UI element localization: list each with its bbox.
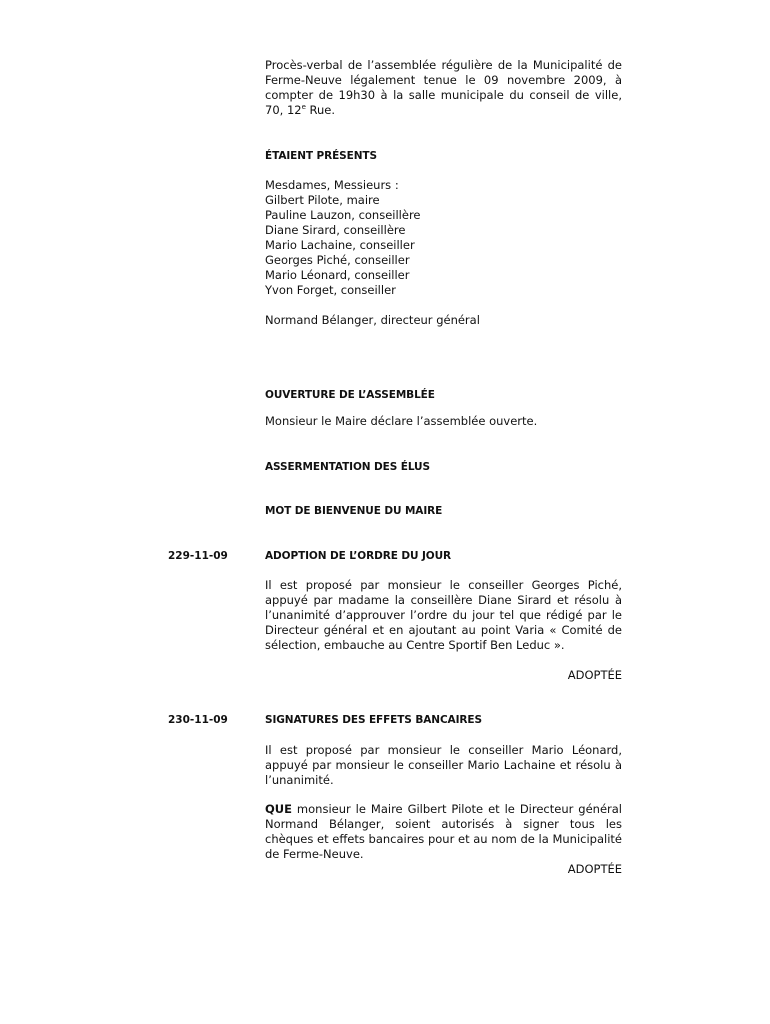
attendee: Georges Piché, conseiller	[265, 253, 410, 267]
intro-text: Procès-verbal de l’assemblée régulière de la Municipalité de Ferme-Neuve légalement tenue le 09 novembre 2009, à compter de 19h30 à la salle municipale du conseil de ville, 70, 12	[265, 58, 622, 117]
que-keyword: QUE	[265, 802, 292, 816]
adopted-label: ADOPTÉE	[567, 862, 622, 876]
attendee: Gilbert Pilote, maire	[265, 193, 380, 207]
attendee: Yvon Forget, conseiller	[265, 283, 396, 297]
salutation: Mesdames, Messieurs :	[265, 178, 399, 192]
welcome-heading: MOT DE BIENVENUE DU MAIRE	[265, 505, 443, 517]
attendee: Diane Sirard, conseillère	[265, 223, 406, 237]
ordinal-superscript: e	[301, 103, 306, 112]
attendee: Mario Lachaine, conseiller	[265, 238, 415, 252]
resolution-que-paragraph	[265, 802, 622, 862]
attendee: Pauline Lauzon, conseillère	[265, 208, 421, 222]
resolution-number: 230-11-09	[168, 714, 228, 726]
presents-heading: ÉTAIENT PRÉSENTS	[265, 150, 377, 162]
resolution-heading: ADOPTION DE L’ORDRE DU JOUR	[265, 550, 451, 562]
director-line: Normand Bélanger, directeur général	[265, 313, 480, 327]
que-text: monsieur le Maire Gilbert Pilote et le Directeur général Normand Bélanger, soient autorisés à signer tous les chèques et effets bancaires pour et au nom de la Municipalité de Ferme-Neuve.	[265, 802, 622, 861]
attendee: Mario Léonard, conseiller	[265, 268, 410, 282]
resolution-text: Il est proposé par monsieur le conseiller Georges Piché, appuyé par madame la conseillère Diane Sirard et résolu à l’unanimité d’approuver l’ordre du jour tel que rédigé par le Directeur général et en ajoutant au point Varia « Comité de sélection, embauche au Centre Sportif Ben Leduc ».	[265, 578, 622, 652]
opening-text: Monsieur le Maire déclare l’assemblée ouverte.	[265, 414, 538, 428]
opening-heading: OUVERTURE DE L’ASSEMBLÉE	[265, 389, 435, 401]
intro-paragraph	[265, 58, 622, 118]
intro-text-end: Rue.	[305, 103, 336, 117]
resolution-text: Il est proposé par monsieur le conseiller Mario Léonard, appuyé par monsieur le conseiller Mario Lachaine et résolu à l’unanimité.	[265, 743, 622, 787]
attendees-list	[265, 178, 622, 298]
swearing-heading: ASSERMENTATION DES ÉLUS	[265, 461, 430, 473]
resolution-number: 229-11-09	[168, 550, 228, 562]
adopted-label: ADOPTÉE	[567, 668, 622, 682]
resolution-heading: SIGNATURES DES EFFETS BANCAIRES	[265, 714, 482, 726]
